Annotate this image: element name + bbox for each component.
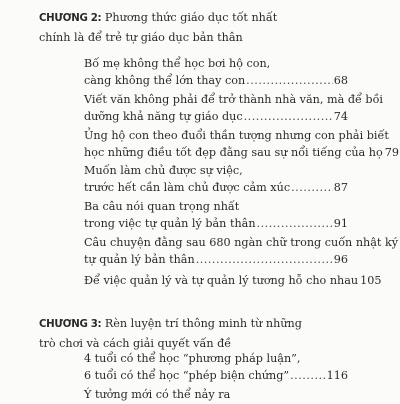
chapter-2-heading [39, 8, 379, 47]
chapter-3-heading [39, 314, 379, 353]
page-number: 116 [326, 368, 348, 382]
leader-dots [196, 252, 333, 269]
toc-entry[interactable] [84, 128, 399, 161]
page-number: 91 [333, 216, 348, 230]
chapter-2-label: CHƯƠNG 2: [39, 13, 102, 24]
toc-entry-line: học những điều tốt đẹp đằng sau sự nổi tiếng của họ [84, 145, 383, 159]
leader-dots [244, 109, 333, 126]
toc-entry-line: tự quản lý bản thân [84, 252, 195, 266]
toc-entry-line: 6 tuổi có thể học “phép biện chứng” [84, 368, 290, 382]
toc-entry[interactable] [84, 387, 348, 404]
chapter-3-label: CHƯƠNG 3: [39, 319, 102, 330]
leader-dots [291, 180, 333, 197]
toc-entry[interactable] [84, 92, 383, 125]
toc-entry-line: Muốn làm chủ được sự việc, [84, 164, 243, 177]
chapter-2-title-line-1: Phương thức giáo dục tốt nhất [104, 11, 278, 24]
toc-entry-line: dưỡng khả năng tự giáo dục [84, 109, 243, 123]
toc-entry[interactable] [84, 273, 382, 290]
toc-entry[interactable] [84, 56, 348, 89]
leader-dots [246, 73, 333, 90]
toc-entry-line: trước hết cần làm chủ được cảm xúc [84, 180, 291, 194]
toc-entry-line: Viết văn không phải để trở thành nhà văn, mà để bồi [84, 93, 383, 106]
page-number: 105 [360, 274, 382, 287]
leader-dots [257, 216, 333, 233]
page-number: 74 [333, 109, 348, 123]
toc-entry-line: càng không thể lớn thay con [84, 73, 246, 87]
toc-entry[interactable] [84, 163, 348, 196]
toc-entry[interactable] [84, 351, 348, 384]
toc-entry-line: trong việc tự quản lý bản thân [84, 216, 256, 230]
page-number: 96 [333, 252, 348, 266]
toc-entry[interactable] [84, 235, 399, 268]
page-number: 68 [333, 73, 348, 87]
toc-entry-line: Ý tưởng mới có thể nảy ra [84, 388, 231, 401]
toc-entry[interactable] [84, 199, 348, 232]
leader-dots [290, 368, 326, 385]
chapter-3-title-line-2: trò chơi và cách giải quyết vấn đề [39, 337, 232, 350]
toc-entry-line: Bố mẹ không thể học bơi hộ con, [84, 57, 271, 70]
toc-entry-line: 4 tuổi có thể học “phương pháp luận”, [84, 352, 301, 365]
toc-entry-line: Ba câu nói quan trọng nhất [84, 200, 240, 213]
chapter-3-title-line-1: Rèn luyện trí thông minh từ những [104, 317, 302, 330]
page-number: 87 [333, 180, 348, 194]
chapter-2-title-line-2: chính là để trẻ tự giáo dục bản thân [39, 31, 243, 44]
page-number: 79 [384, 145, 399, 159]
toc-entry-line: Để việc quản lý và tự quản lý tương hỗ cho nhau [84, 274, 359, 287]
toc-entry-line: Câu chuyện đằng sau 680 ngàn chữ trong cuốn nhật ký [84, 236, 399, 249]
toc-entry-line: Ủng hộ con theo đuổi thần tượng nhưng con phải biết [84, 129, 389, 142]
